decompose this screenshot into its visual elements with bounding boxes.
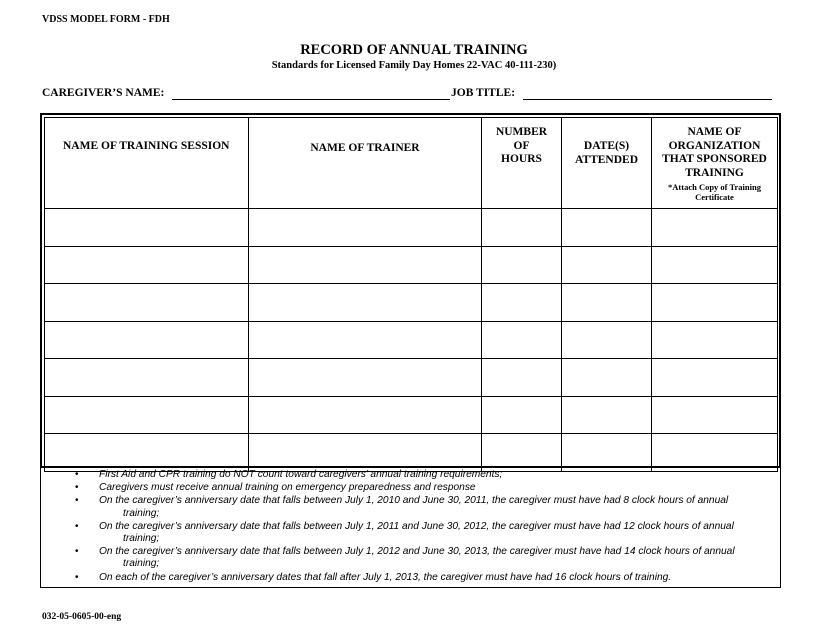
cell-trainer[interactable] xyxy=(249,321,482,359)
bullet-icon: • xyxy=(75,520,79,532)
caregiver-name-label: CAREGIVER’S NAME: xyxy=(42,87,165,99)
cell-organization[interactable] xyxy=(652,321,778,359)
cell-dates[interactable] xyxy=(562,209,652,247)
cell-organization[interactable] xyxy=(652,434,778,472)
note-text: On the caregiver’s anniversary date that falls between July 1, 2010 and June 30, 2011, the caregiver must have had 8 clock hours of annual xyxy=(99,495,729,507)
table-row xyxy=(45,209,778,247)
cell-organization[interactable] xyxy=(652,209,778,247)
cell-hours[interactable] xyxy=(482,209,562,247)
note-text: On each of the caregiver’s anniversary dates that fall after July 1, 2013, the caregiver must have had 16 clock hours of training. xyxy=(99,571,672,583)
cell-session[interactable] xyxy=(45,396,249,434)
cell-session[interactable] xyxy=(45,284,249,322)
cell-session[interactable] xyxy=(45,359,249,397)
table-row xyxy=(45,284,778,322)
note-item xyxy=(41,572,782,584)
cell-dates[interactable] xyxy=(562,284,652,322)
cell-trainer[interactable] xyxy=(249,246,482,284)
note-item xyxy=(41,469,782,481)
notes-box xyxy=(40,467,781,588)
certificate-note: *Attach Copy of Training Certificate xyxy=(668,182,761,202)
column-header-hours-text: NUMBER OF HOURS xyxy=(495,126,548,165)
cell-trainer[interactable] xyxy=(249,434,482,472)
table-row xyxy=(45,434,778,472)
cell-organization[interactable] xyxy=(652,359,778,397)
column-header-organization-text: NAME OF ORGANIZATION THAT SPONSORED TRAINING xyxy=(662,126,767,179)
cell-hours[interactable] xyxy=(482,396,562,434)
training-table xyxy=(44,117,778,472)
cell-organization[interactable] xyxy=(652,396,778,434)
table-row xyxy=(45,359,778,397)
bullet-icon: • xyxy=(75,571,79,583)
cell-session[interactable] xyxy=(45,246,249,284)
note-continuation: training; xyxy=(123,533,160,545)
bullet-icon: • xyxy=(75,495,79,507)
cell-dates[interactable] xyxy=(562,396,652,434)
column-header-trainer: NAME OF TRAINER xyxy=(249,118,482,209)
cell-dates[interactable] xyxy=(562,359,652,397)
note-continuation: training; xyxy=(123,507,160,519)
page-title: RECORD OF ANNUAL TRAINING xyxy=(300,42,528,58)
note-text: On the caregiver’s anniversary date that falls between July 1, 2011 and June 30, 2012, the caregiver must have had 12 clock hours of annual xyxy=(99,520,734,532)
cell-dates[interactable] xyxy=(562,434,652,472)
cell-session[interactable] xyxy=(45,321,249,359)
cell-organization[interactable] xyxy=(652,246,778,284)
notes-list xyxy=(41,469,782,585)
table-row xyxy=(45,396,778,434)
caregiver-name-field[interactable] xyxy=(172,99,450,100)
column-header-session: NAME OF TRAINING SESSION xyxy=(45,118,249,209)
job-title-label: JOB TITLE: xyxy=(451,87,516,99)
table-row xyxy=(45,246,778,284)
cell-hours[interactable] xyxy=(482,359,562,397)
form-label: VDSS MODEL FORM - FDH xyxy=(42,14,170,25)
cell-session[interactable] xyxy=(45,209,249,247)
column-header-hours xyxy=(482,118,562,209)
bullet-icon: • xyxy=(75,546,79,558)
form-number: 032-05-0605-00-eng xyxy=(42,612,122,622)
job-title-field[interactable] xyxy=(523,99,772,100)
cell-hours[interactable] xyxy=(482,321,562,359)
table-row xyxy=(45,321,778,359)
page-subtitle: Standards for Licensed Family Day Homes 22-VAC 40-111-230) xyxy=(271,60,557,71)
bullet-icon: • xyxy=(75,482,79,494)
cell-hours[interactable] xyxy=(482,246,562,284)
note-text: On the caregiver’s anniversary date that falls between July 1, 2012 and June 30, 2013, the caregiver must have had 14 clock hours of annual xyxy=(99,546,735,558)
cell-dates[interactable] xyxy=(562,246,652,284)
note-item xyxy=(41,546,782,570)
note-item xyxy=(41,521,782,545)
training-table-body xyxy=(45,209,778,472)
cell-trainer[interactable] xyxy=(249,209,482,247)
cell-trainer[interactable] xyxy=(249,284,482,322)
cell-session[interactable] xyxy=(45,434,249,472)
note-text: First Aid and CPR training do NOT count toward caregivers’ annual training requirements; xyxy=(99,469,503,480)
column-header-organization xyxy=(652,118,778,209)
note-item xyxy=(41,482,782,494)
bullet-icon: • xyxy=(75,469,79,480)
note-text: Caregivers must receive annual training on emergency preparedness and response xyxy=(99,482,476,494)
cell-dates[interactable] xyxy=(562,321,652,359)
cell-hours[interactable] xyxy=(482,434,562,472)
cell-trainer[interactable] xyxy=(249,396,482,434)
column-header-dates xyxy=(562,118,652,209)
cell-trainer[interactable] xyxy=(249,359,482,397)
note-item xyxy=(41,495,782,519)
note-continuation: training; xyxy=(123,558,160,570)
cell-organization[interactable] xyxy=(652,284,778,322)
training-table-frame xyxy=(40,113,781,468)
column-header-dates-text: DATE(S) ATTENDED xyxy=(574,140,639,166)
cell-hours[interactable] xyxy=(482,284,562,322)
